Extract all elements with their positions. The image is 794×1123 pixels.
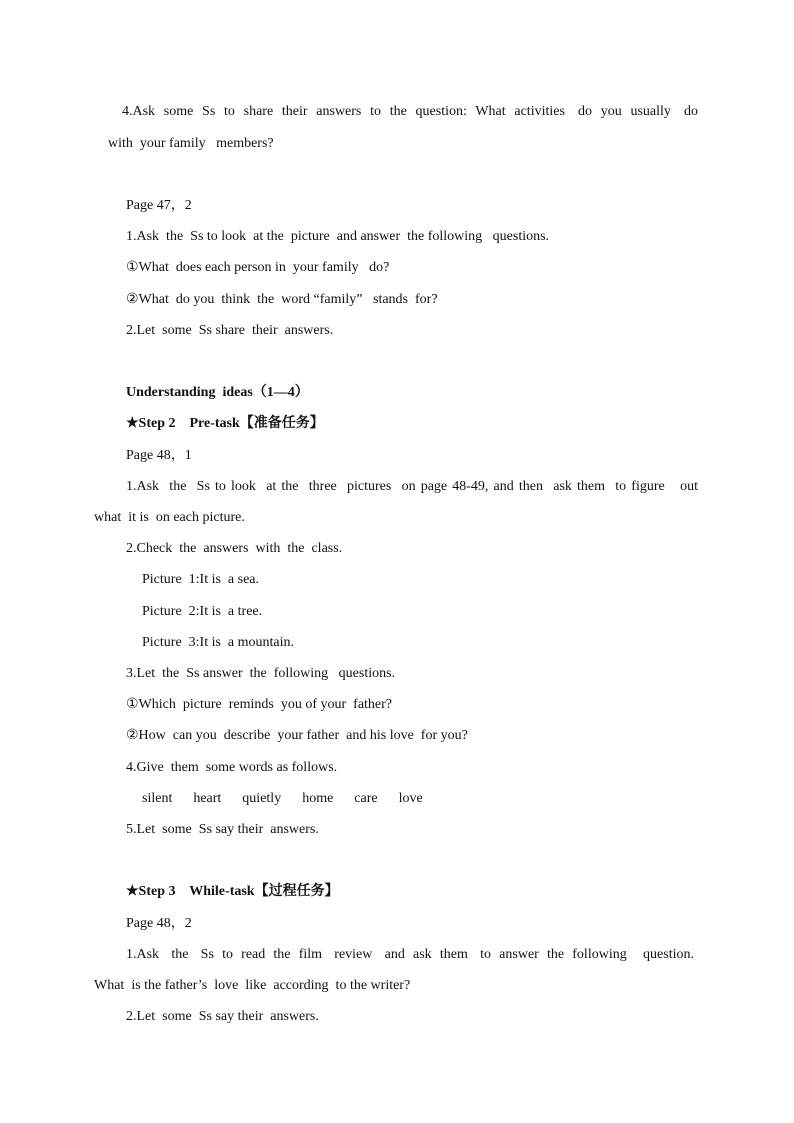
instruction-line: 3.Let the Ss answer the following questions. [126, 666, 396, 681]
question-item: ②How can you describe your father and his love for you? [126, 728, 468, 743]
instruction-line: 4.Give them some words as follows. [126, 760, 338, 775]
question-item: ①What does each person in your family do? [126, 260, 390, 275]
answer-item: Picture 2:It is a tree. [142, 604, 263, 619]
step-heading: ★Step 2 Pre-task【准备任务】 [126, 416, 324, 431]
section-heading: Understanding ideas（1—4） [126, 385, 309, 400]
instruction-line-continued: what it is on each picture. [94, 510, 245, 525]
question-item: ①Which picture reminds you of your father? [126, 697, 393, 712]
instruction-line-4: 4.Ask some Ss to share their answers to the question: What activities do you usually do [122, 104, 698, 119]
instruction-line: 2.Check the answers with the class. [126, 541, 343, 556]
question-item: ②What do you think the word “family” stands for? [126, 292, 438, 307]
instruction-line: 2.Let some Ss say their answers. [126, 1009, 319, 1024]
page-reference: Page 48，2 [126, 916, 192, 931]
page-reference: Page 47，2 [126, 198, 192, 213]
answer-item: Picture 3:It is a mountain. [142, 635, 295, 650]
instruction-line-4-continued: with your family members? [108, 136, 274, 151]
instruction-line-continued: What is the father’s love like according to the writer? [94, 978, 411, 993]
step-heading: ★Step 3 While-task【过程任务】 [126, 884, 339, 899]
instruction-line: 1.Ask the Ss to read the film review and ask them to answer the following question. [126, 947, 694, 962]
word-list: silent heart quietly home care love [142, 791, 423, 806]
page-reference: Page 48，1 [126, 448, 192, 463]
instruction-line: 1.Ask the Ss to look at the three pictures on page 48-49, and then ask them to figure out [126, 479, 698, 494]
instruction-line: 1.Ask the Ss to look at the picture and answer the following questions. [126, 229, 550, 244]
answer-item: Picture 1:It is a sea. [142, 572, 260, 587]
instruction-line: 2.Let some Ss share their answers. [126, 323, 334, 338]
instruction-line: 5.Let some Ss say their answers. [126, 822, 319, 837]
